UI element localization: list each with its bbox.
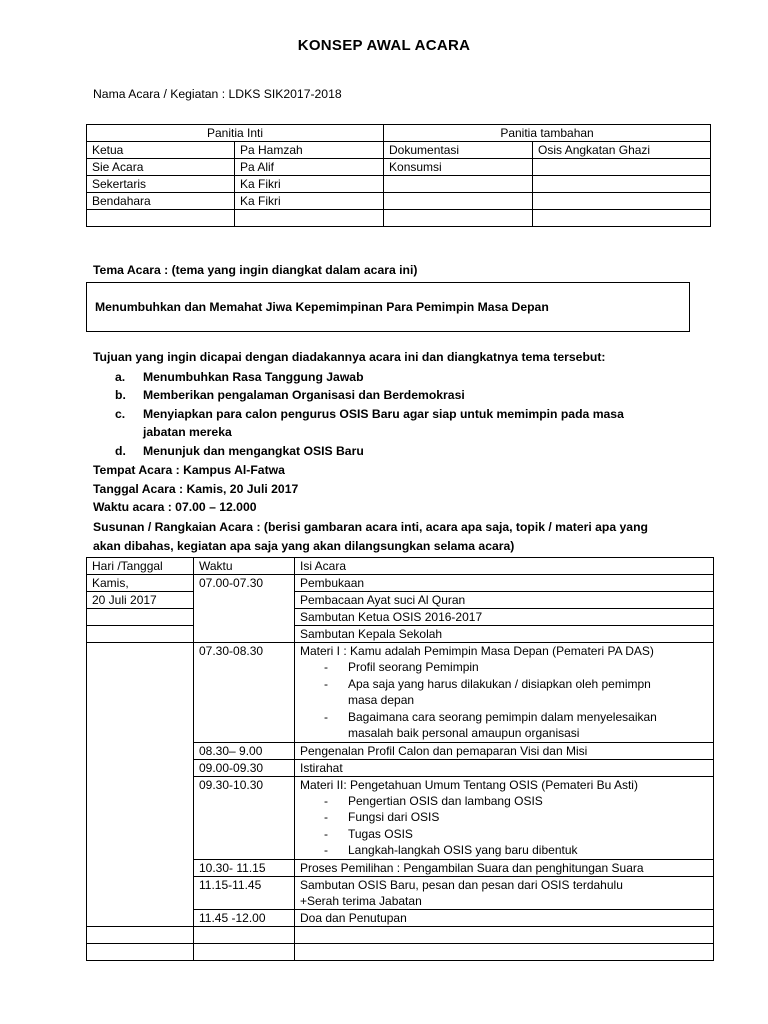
materi-2-title: Materi II: Pengetahuan Umum Tentang OSIS (Pemateri Bu Asti) xyxy=(300,777,638,792)
list-item: - Profil seorang Pemimpin xyxy=(324,660,479,674)
cell: Ketua xyxy=(87,142,235,159)
table-row xyxy=(87,626,714,643)
tujuan-list xyxy=(93,368,693,460)
activity-cell: Istirahat xyxy=(295,759,714,776)
materi-2-list xyxy=(300,793,713,859)
cell: Ka Fikri xyxy=(235,193,384,210)
cell xyxy=(235,210,384,227)
time-cell: 07.30-08.30 xyxy=(194,643,295,743)
time-cell: 09.00-09.30 xyxy=(194,759,295,776)
activity-cell: Proses Pemilihan : Pengambilan Suara dan penghitungan Suara xyxy=(295,859,714,876)
table-row xyxy=(87,210,711,227)
table-row xyxy=(87,643,714,743)
cell xyxy=(384,176,533,193)
activity-cell xyxy=(295,926,714,943)
cell: Sie Acara xyxy=(87,159,235,176)
table-row xyxy=(87,142,711,159)
tujuan-label: Tujuan yang ingin dicapai dengan diadakannya acara ini dan diangkatnya tema tersebut: xyxy=(93,350,606,364)
activity-cell xyxy=(295,776,714,859)
table-row xyxy=(87,575,714,592)
tema-value: Menumbuhkan dan Memahat Jiwa Kepemimpinan Para Pemimpin Masa Depan xyxy=(95,300,549,314)
list-item-text: Menyiapkan para calon pengurus OSIS Baru agar siap untuk memimpin pada masa jabatan mereka xyxy=(143,406,624,440)
day-cell xyxy=(87,609,194,626)
susunan-label-line1: Susunan / Rangkaian Acara : (berisi gambaran acara inti, acara apa saja, topik / materi apa yang xyxy=(93,520,648,534)
list-marker: a. xyxy=(115,370,126,384)
susunan-label-line2: akan dibahas, kegiatan apa saja yang akan dilangsungkan selama acara) xyxy=(93,539,515,553)
time-cell xyxy=(194,943,295,960)
table-row xyxy=(87,193,711,210)
cell: Dokumentasi xyxy=(384,142,533,159)
time-cell: 08.30– 9.00 xyxy=(194,742,295,759)
activity-cell xyxy=(295,643,714,743)
column-header: Isi Acara xyxy=(295,558,714,575)
time-cell: 07.00-07.30 xyxy=(194,575,295,643)
activity-cell: Sambutan Ketua OSIS 2016-2017 xyxy=(295,609,714,626)
list-item xyxy=(93,405,693,442)
table-row xyxy=(87,943,714,960)
cell: Konsumsi xyxy=(384,159,533,176)
cell: Osis Angkatan Ghazi xyxy=(533,142,711,159)
list-marker: c. xyxy=(115,406,126,421)
table-header-row xyxy=(87,558,714,575)
list-item-text: Profil seorang Pemimpin xyxy=(348,660,479,674)
cell xyxy=(533,159,711,176)
list-item xyxy=(93,442,693,460)
jadwal-table xyxy=(86,557,714,961)
time-cell: 11.45 -12.00 xyxy=(194,909,295,926)
list-item: - Apa saja yang harus dilakukan / disiapkan oleh pemimpn masa depan xyxy=(324,676,651,707)
activity-line: Sambutan OSIS Baru, pesan dan pesan dari OSIS terdahulu xyxy=(300,877,623,892)
tanggal-acara: Tanggal Acara : Kamis, 20 Juli 2017 xyxy=(93,482,299,496)
list-item-text: Tugas OSIS xyxy=(348,826,413,841)
list-item-text: Apa saja yang harus dilakukan / disiapkan oleh pemimpn masa depan xyxy=(348,676,651,707)
list-item: - Langkah-langkah OSIS yang baru dibentuk xyxy=(324,843,578,857)
activity-cell: Pembacaan Ayat suci Al Quran xyxy=(295,592,714,609)
day-cell xyxy=(87,643,194,927)
time-cell: 11.15-11.45 xyxy=(194,876,295,909)
activity-line: +Serah terima Jabatan xyxy=(300,893,422,908)
activity-cell: Doa dan Penutupan xyxy=(295,909,714,926)
list-item-text: Fungsi dari OSIS xyxy=(348,810,440,824)
cell: Bendahara xyxy=(87,193,235,210)
table-row xyxy=(87,592,714,609)
tema-label: Tema Acara : (tema yang ingin diangkat dalam acara ini) xyxy=(93,263,418,277)
list-item-text: Menumbuhkan Rasa Tanggung Jawab xyxy=(143,370,364,384)
time-cell xyxy=(194,926,295,943)
cell xyxy=(533,193,711,210)
cell xyxy=(384,210,533,227)
cell xyxy=(87,210,235,227)
list-item: - Fungsi dari OSIS xyxy=(324,810,440,824)
cell: Pa Hamzah xyxy=(235,142,384,159)
activity-cell: Pengenalan Profil Calon dan pemaparan Visi dan Misi xyxy=(295,742,714,759)
day-cell xyxy=(87,626,194,643)
day-cell xyxy=(87,943,194,960)
table-row xyxy=(87,159,711,176)
list-marker: b. xyxy=(115,388,126,403)
nama-acara: Nama Acara / Kegiatan : LDKS SIK2017-2018 xyxy=(93,87,342,101)
list-item-text: Memberikan pengalaman Organisasi dan Berdemokrasi xyxy=(143,388,465,403)
activity-cell: Pembukaan xyxy=(295,575,714,592)
activity-cell: Sambutan Kepala Sekolah xyxy=(295,626,714,643)
list-item: - Bagaimana cara seorang pemimpin dalam menyelesaikan masalah baik personal amaupun organisasi xyxy=(324,709,657,740)
table-row xyxy=(87,926,714,943)
panitia-inti-header: Panitia Inti xyxy=(87,125,384,142)
panitia-table xyxy=(86,124,711,227)
tema-box xyxy=(86,282,690,332)
day-cell: Kamis, xyxy=(87,575,194,592)
cell: Pa Alif xyxy=(235,159,384,176)
cell xyxy=(533,210,711,227)
list-item-text: Pengertian OSIS dan lambang OSIS xyxy=(348,793,543,808)
list-item: - Tugas OSIS xyxy=(324,826,413,841)
column-header: Hari /Tanggal xyxy=(87,558,194,575)
table-row xyxy=(87,609,714,626)
cell: Sekertaris xyxy=(87,176,235,193)
list-item xyxy=(93,386,693,404)
activity-cell xyxy=(295,876,714,909)
cell xyxy=(384,193,533,210)
materi-1-title: Materi I : Kamu adalah Pemimpin Masa Depan (Pemateri PA DAS) xyxy=(300,644,654,658)
activity-cell xyxy=(295,943,714,960)
list-item-text: Menunjuk dan mengangkat OSIS Baru xyxy=(143,443,364,458)
list-item xyxy=(93,368,693,386)
table-row xyxy=(87,176,711,193)
column-header: Waktu xyxy=(194,558,295,575)
list-item-text: Bagaimana cara seorang pemimpin dalam menyelesaikan masalah baik personal amaupun organisasi xyxy=(348,709,657,740)
panitia-tambahan-header: Panitia tambahan xyxy=(384,125,711,142)
time-cell: 10.30- 11.15 xyxy=(194,859,295,876)
day-cell: 20 Juli 2017 xyxy=(87,592,194,609)
cell xyxy=(533,176,711,193)
waktu-acara: Waktu acara : 07.00 – 12.000 xyxy=(93,500,257,514)
list-item: - Pengertian OSIS dan lambang OSIS xyxy=(324,793,543,808)
list-marker: d. xyxy=(115,443,126,458)
page-title: KONSEP AWAL ACARA xyxy=(297,37,471,54)
cell: Ka Fikri xyxy=(235,176,384,193)
day-cell xyxy=(87,926,194,943)
tempat-acara: Tempat Acara : Kampus Al-Fatwa xyxy=(93,463,285,477)
time-cell: 09.30-10.30 xyxy=(194,776,295,859)
materi-1-list xyxy=(300,659,713,742)
list-item-text: Langkah-langkah OSIS yang baru dibentuk xyxy=(348,843,578,857)
